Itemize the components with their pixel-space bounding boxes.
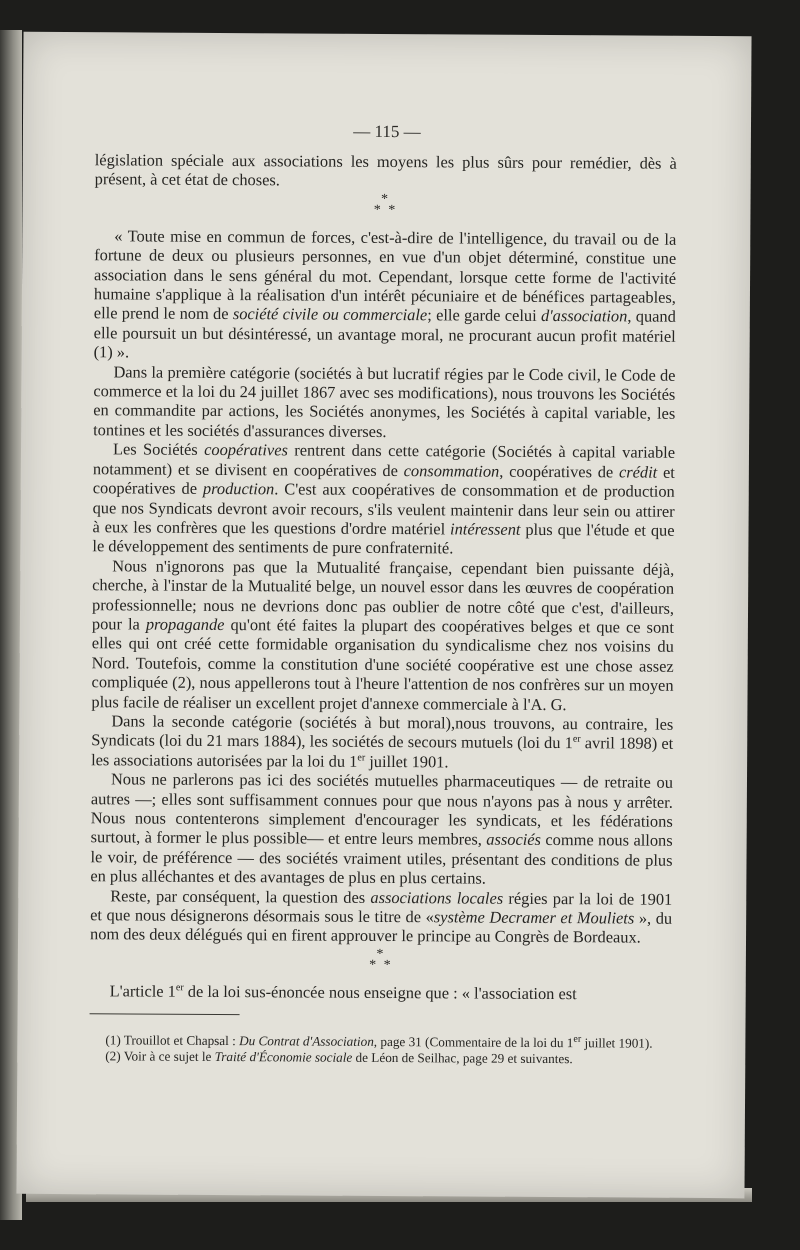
footnote-rule	[90, 1013, 240, 1015]
paragraph-8: L'article 1er de la loi sus-énoncée nous enseigne que : « l'association est	[109, 981, 577, 1004]
paragraph-4: Nous n'ignorons pas que la Mutualité française, cependant bien puissante déjà, cherche, à l'instar de la Mutualité belge, un nouvel essor dans les œuvres de coopération professionnelle; nous ne devrions donc pas oublier de notre côté que c'est, d'ailleurs, pour la propagande qu'ont été faites la plupart des coopératives belges et que ce sont elles qui ont créé cette formidable organisation du syndicalisme chez nos voisins du Nord. Toutefois, comme la constitution d'une société coopérative est une chose assez compliquée (2), nous appellerons tout à l'heure l'attention de nos confrères sur un moyen plus facile de réaliser un excellent projet d'annexe commerciale à l'A. G.	[91, 556, 675, 714]
paragraph-7: Reste, par conséquent, la question des associations locales régies par la loi de 1901 et que nous désignerons désormais sous le titre de «système Decramer et Mouliets », du nom des deux délégués qui en firent approuver le principe au Congrès de Bordeaux.	[89, 885, 673, 948]
paragraph-5: Dans la seconde catégorie (sociétés à but moral),nous trouvons, au contraire, les Syndicats (loi du 21 mars 1884), les sociétés de secours mutuels (loi du 1er avril 1898) et les associations autorisées par la loi du 1er juillet 1901.	[91, 711, 674, 772]
paragraph-2: Dans la première catégorie (sociétés à but lucratif régies par le Code civil, le Code de commerce et la loi du 24 juillet 1867 avec ses modifications), nous trouvons les Sociétés en commandite par actions, les Sociétés anonymes, les Sociétés à capital variable, les tontines et les sociétés d'assurances diverses.	[93, 361, 676, 441]
book-page	[16, 32, 751, 1198]
footnote-2: (2) Voir à ce sujet le Traité d'Économie sociale de Léon de Seilhac, page 29 et suivantes.	[105, 1048, 573, 1067]
footnotes	[89, 1032, 671, 1068]
paragraph-6: Nous ne parlerons pas ici des sociétés mutuelles pharmaceutiques — de retraite ou autres —; elles sont suffisamment connues pour que nous n'ayons pas à nous y arrêter. Nous nous contenterons simplement d'encourager les syndicats, et les fédérations surtout, à former le plus possible— et entre leurs membres, associés comme nous allons le voir, de préférence — des sociétés vraiment utiles, présentant des conditions de plus en plus alléchantes et des avantages de plus en plus certains.	[90, 769, 674, 888]
page-number: — 115 —	[353, 121, 421, 142]
body-text	[89, 150, 677, 1068]
paragraph-1: « Toute mise en commun de forces, c'est-à-dire de l'intelligence, du travail ou de la fortune de deux ou plusieurs personnes, en vue d'un objet déterminé, constitue une association dans le sens général du mot. Cependant, lorsque cette forme de l'activité humaine s'applique à la réalisation d'un intérêt pécuniaire et de bénéfices partageables, elle prend le nom de société civile ou commerciale; elle garde celui d'association, quand elle poursuit un but désintéressé, un avantage moral, ne procurant aucun profit matériel (1) ».	[93, 226, 677, 362]
paragraph-3: Les Sociétés coopératives rentrent dans cette catégorie (Sociétés à capital variable notamment) et se divisent en coopératives de consommation, coopératives de crédit et coopératives de production. C'est aux coopératives de consommation et de production que nos Syndicats devront avoir recours, s'ils veulent maintenir dans leur sein ou attirer à eux les confrères que les questions d'ordre matériel intéressent plus que l'étude et que le développement des sentiments de pure confraternité.	[92, 439, 676, 558]
asterism-divider-1: * * *	[373, 191, 398, 218]
asterism-divider-2: * * *	[369, 946, 393, 973]
footnote-1: (1) Trouillot et Chapsal : Du Contrat d'Association, page 31 (Commentaire de la loi du 1er juillet 1901).	[105, 1032, 653, 1051]
paragraph-0: législation spéciale aux associations les moyens les plus sûrs pour remédier, dès à présent, à cet état de choses.	[94, 150, 677, 190]
